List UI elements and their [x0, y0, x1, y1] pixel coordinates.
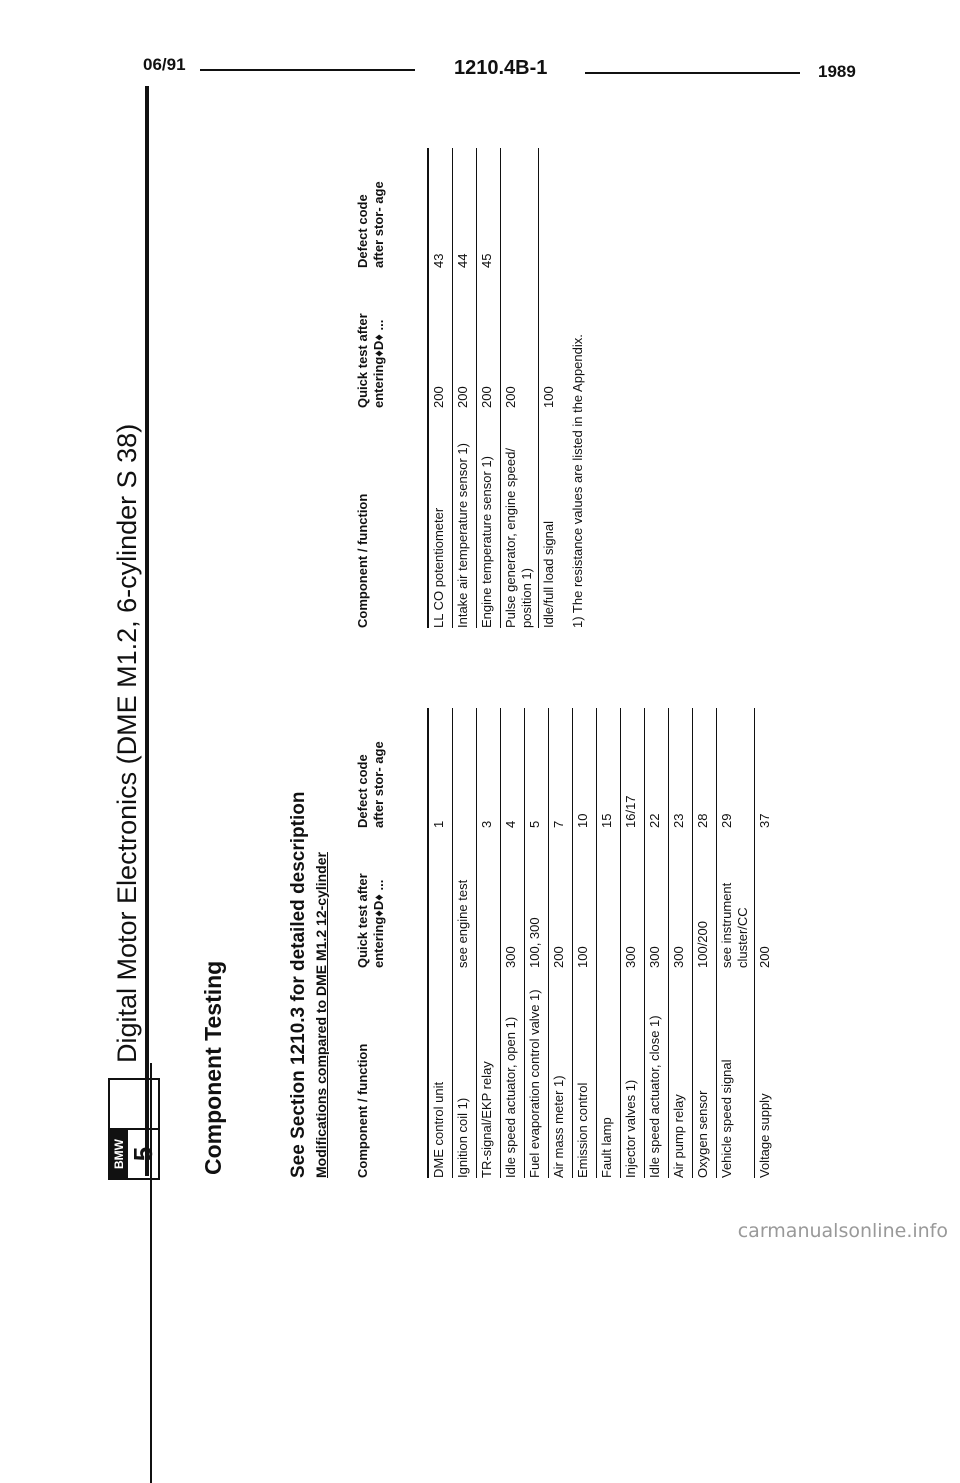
left-vertical-rule — [145, 86, 149, 1176]
cell-component: Intake air temperature sensor 1) — [455, 443, 470, 628]
col-quick-header-2: Quick test after entering♦D♦ ... — [355, 313, 386, 408]
table-row — [538, 148, 562, 628]
table-row — [476, 708, 500, 1178]
cell-component: Voltage supply — [757, 1093, 772, 1178]
table-row — [500, 148, 538, 628]
col-quick-header: Quick test after entering♦D♦ ... — [355, 873, 386, 968]
header-doc-number: 1210.4B-1 — [454, 57, 548, 79]
see-section-rotated: See Section 1210.3 for detailed description — [288, 791, 309, 1178]
header-rule-right — [585, 72, 800, 74]
cell-component: Oxygen sensor — [695, 1090, 710, 1178]
cell-component: TR-signal/EKP relay — [479, 1061, 494, 1178]
cell-component: Vehicle speed signal — [719, 1059, 734, 1178]
cell-quick — [599, 828, 617, 968]
watermark: carmanualsonline.info — [737, 1220, 948, 1242]
table-row — [476, 148, 500, 628]
cell-quick: 300 — [671, 946, 686, 968]
section-heading-rule — [150, 1063, 152, 1483]
cell-component: Injector valves 1) — [623, 1079, 638, 1178]
cell-code: 23 — [671, 813, 686, 828]
component-table-left — [355, 708, 778, 1178]
cell-quick: 100 — [575, 946, 590, 968]
col-component-header: Component / function — [355, 1043, 370, 1178]
header-year: 1989 — [818, 62, 856, 81]
cell-quick: see instrument cluster/CC — [719, 882, 750, 968]
cell-code: 28 — [695, 813, 710, 828]
table-row — [500, 708, 524, 1178]
table-row — [427, 148, 452, 628]
cell-code: 43 — [431, 253, 446, 268]
table-row — [427, 708, 452, 1178]
cell-quick: 200 — [503, 386, 518, 408]
cell-code: 7 — [551, 820, 566, 828]
cell-quick: see engine test — [455, 879, 470, 968]
section-heading: Digital Motor Electronics (DME M1.2, 6-cylinder S 38) — [112, 423, 142, 1063]
cell-component: Idle speed actuator, open 1) — [503, 1016, 518, 1178]
table-row — [668, 708, 692, 1178]
table-right-body — [427, 148, 562, 628]
cell-code: 1 — [431, 820, 446, 828]
cell-quick: 300 — [503, 946, 518, 968]
cell-component: Emission control — [575, 1082, 590, 1178]
cell-component: Fault lamp — [599, 1117, 614, 1178]
table-row — [716, 708, 754, 1178]
cell-code: 44 — [455, 253, 470, 268]
cell-component: Air mass meter 1) — [551, 1075, 566, 1178]
col-code-header-2: Defect code after stor- age — [355, 181, 386, 268]
cell-component: Fuel evaporation control valve 1) — [527, 989, 542, 1178]
cell-quick: 300 — [623, 946, 638, 968]
table-row — [596, 708, 620, 1178]
cell-quick: 300 — [647, 946, 662, 968]
cell-code — [503, 168, 535, 268]
cell-quick: 100 — [541, 386, 556, 408]
cell-quick: 100/200 — [695, 921, 710, 968]
page-title-rotated: Component Testing — [200, 960, 226, 1175]
cell-quick: 200 — [551, 946, 566, 968]
table-row — [754, 708, 778, 1178]
logo-series-text: 5 — [128, 1146, 158, 1162]
table-row — [524, 708, 548, 1178]
table-row — [452, 148, 476, 628]
cell-component: Ignition coil 1) — [455, 1097, 470, 1178]
table-right-header — [355, 148, 427, 628]
bmw-logo-box — [108, 1128, 160, 1180]
header-date-label: 06/91 — [143, 55, 186, 74]
component-table-right — [355, 148, 585, 628]
logo-blank-box — [108, 1078, 160, 1130]
logo-brand-text: BMW — [110, 1130, 128, 1178]
cell-code: 37 — [757, 813, 772, 828]
cell-quick — [479, 828, 497, 968]
cell-code: 4 — [503, 820, 518, 828]
cell-component: Pulse generator, engine speed/ position 1) — [503, 448, 534, 628]
cell-quick: 200 — [431, 386, 446, 408]
cell-quick: 200 — [455, 386, 470, 408]
table-row — [692, 708, 716, 1178]
modifications-rotated: Modifications compared to DME M1.2 12-cylinder — [313, 852, 329, 1178]
cell-code: 16/17 — [623, 795, 638, 828]
cell-component: Air pump relay — [671, 1094, 686, 1178]
col-code-header: Defect code after stor- age — [355, 741, 386, 828]
col-component-header-2: Component / function — [355, 493, 370, 628]
cell-code: 29 — [719, 813, 734, 828]
cell-code: 22 — [647, 813, 662, 828]
cell-quick: 200 — [757, 946, 772, 968]
table-row — [644, 708, 668, 1178]
cell-quick — [431, 828, 449, 968]
cell-code: 3 — [479, 820, 494, 828]
table-row — [572, 708, 596, 1178]
cell-code — [541, 168, 559, 268]
cell-code: 15 — [599, 813, 614, 828]
cell-code — [455, 728, 473, 828]
table-left-body — [427, 708, 778, 1178]
cell-component: Idle/full load signal — [541, 521, 556, 628]
cell-code: 45 — [479, 253, 494, 268]
cell-code: 10 — [575, 813, 590, 828]
cell-component: DME control unit — [431, 1081, 446, 1178]
table-row — [620, 708, 644, 1178]
cell-quick: 100, 300 — [527, 917, 542, 968]
cell-code: 5 — [527, 820, 542, 828]
cell-component: Idle speed actuator, close 1) — [647, 1015, 662, 1178]
cell-component: Engine temperature sensor 1) — [479, 456, 494, 628]
table-left-header — [355, 708, 427, 1178]
header-rule-left — [200, 69, 415, 71]
cell-quick: 200 — [479, 386, 494, 408]
table-row — [452, 708, 476, 1178]
table-row — [548, 708, 572, 1178]
cell-component: LL CO potentiometer — [431, 507, 446, 628]
footnote: 1) The resistance values are listed in the Appendix. — [570, 334, 585, 628]
